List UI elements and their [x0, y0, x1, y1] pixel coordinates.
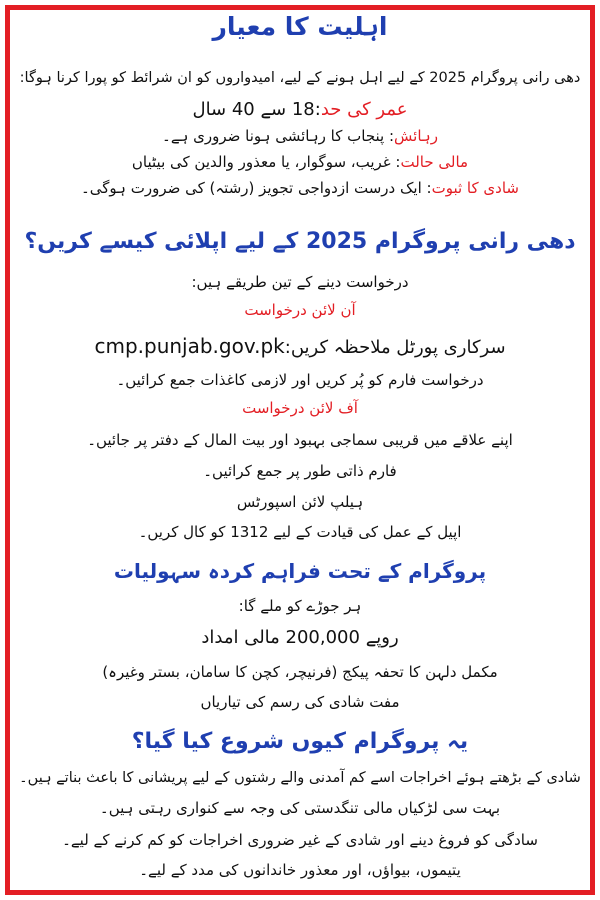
- portal-url: cmp.punjab.gov.pk: [94, 334, 285, 358]
- online-step: درخواست فارم کو پُر کریں اور لازمی کاغذات جمع کرائیں۔: [116, 371, 484, 389]
- portal-row: [14, 334, 586, 360]
- why-reason-3: سادگی کو فروغ دینے اور شادی کے غیر ضروری اخراجات کو کم کرنے کے لیے۔: [62, 831, 538, 849]
- age-value: :18 سے 40 سال: [192, 99, 321, 120]
- why-title: یہ پروگرام کیوں شروع کیا گیا؟: [131, 729, 469, 754]
- why-reason-4: یتیموں، بیواؤں، اور معذور خاندانوں کی مدد کے لیے۔: [139, 861, 461, 879]
- finance-row: [14, 150, 586, 174]
- why-reason-1: شادی کے بڑھتے ہوئے اخراجات اسے کم آمدنی والے رشتوں کے لیے پریشانی کا باعث بناتے ہیں۔: [19, 770, 581, 786]
- marriage-value: : ایک درست ازدواجی تجویز (رشتہ) کی ضرورت ہوگی۔: [81, 179, 432, 197]
- finance-value: : غریب، سوگوار، یا معذور والدین کی بیٹیاں: [131, 153, 401, 171]
- helpline-text: اپیل کے عمل کی قیادت کے لیے 1312 کو کال کریں۔: [138, 523, 462, 541]
- finance-label: مالی حالت: [400, 153, 469, 171]
- residence-value: : پنجاب کا رہائشی ہونا ضروری ہے۔: [162, 127, 395, 145]
- facility-item-1: روپے 200,000 مالی امداد: [201, 627, 399, 648]
- why-reason-2: بہت سی لڑکیاں مالی تنگدستی کی وجہ سے کنواری رہتی ہیں۔: [99, 799, 501, 817]
- marriage-label: شادی کا ثبوت: [431, 179, 519, 197]
- residence-label: رہائش: [394, 127, 438, 145]
- offline-step-2: فارم ذاتی طور پر جمع کرائیں۔: [203, 462, 397, 480]
- age-label: عمر کی حد: [320, 99, 408, 120]
- facilities-intro: ہر جوڑے کو ملے گا:: [238, 597, 362, 615]
- marriage-row: [14, 176, 586, 200]
- apply-intro: درخواست دینے کے تین طریقے ہیں:: [191, 273, 409, 291]
- facilities-title: پروگرام کے تحت فراہم کردہ سہولیات: [113, 559, 487, 583]
- age-row: [14, 98, 586, 122]
- online-heading: آن لائن درخواست: [244, 301, 356, 319]
- offline-step-1: اپنے علاقے میں قریبی سماجی بہبود اور بیت المال کے دفتر پر جائیں۔: [87, 431, 513, 449]
- facility-item-3: مفت شادی کی رسم کی تیاریاں: [200, 693, 400, 711]
- eligibility-intro: دھی رانی پروگرام 2025 کے لیے اہل ہونے کے لیے، امیدواروں کو ان شرائط کو پورا کرنا ہوگا:: [19, 70, 581, 86]
- residence-row: [14, 124, 586, 148]
- eligibility-title: اہلیت کا معیار: [212, 12, 388, 41]
- facility-item-2: مکمل دلہن کا تحفہ پیکج (فرنیچر، کچن کا سامان، بستر وغیرہ): [102, 663, 498, 681]
- offline-heading: آف لائن درخواست: [242, 399, 358, 417]
- helpline-heading: ہیلپ لائن اسپورٹس: [236, 493, 364, 511]
- apply-title: دھی رانی پروگرام 2025 کے لیے اپلائی کیسے کریں؟: [24, 229, 576, 254]
- portal-text: سرکاری پورٹل ملاحظہ کریں:: [284, 337, 506, 358]
